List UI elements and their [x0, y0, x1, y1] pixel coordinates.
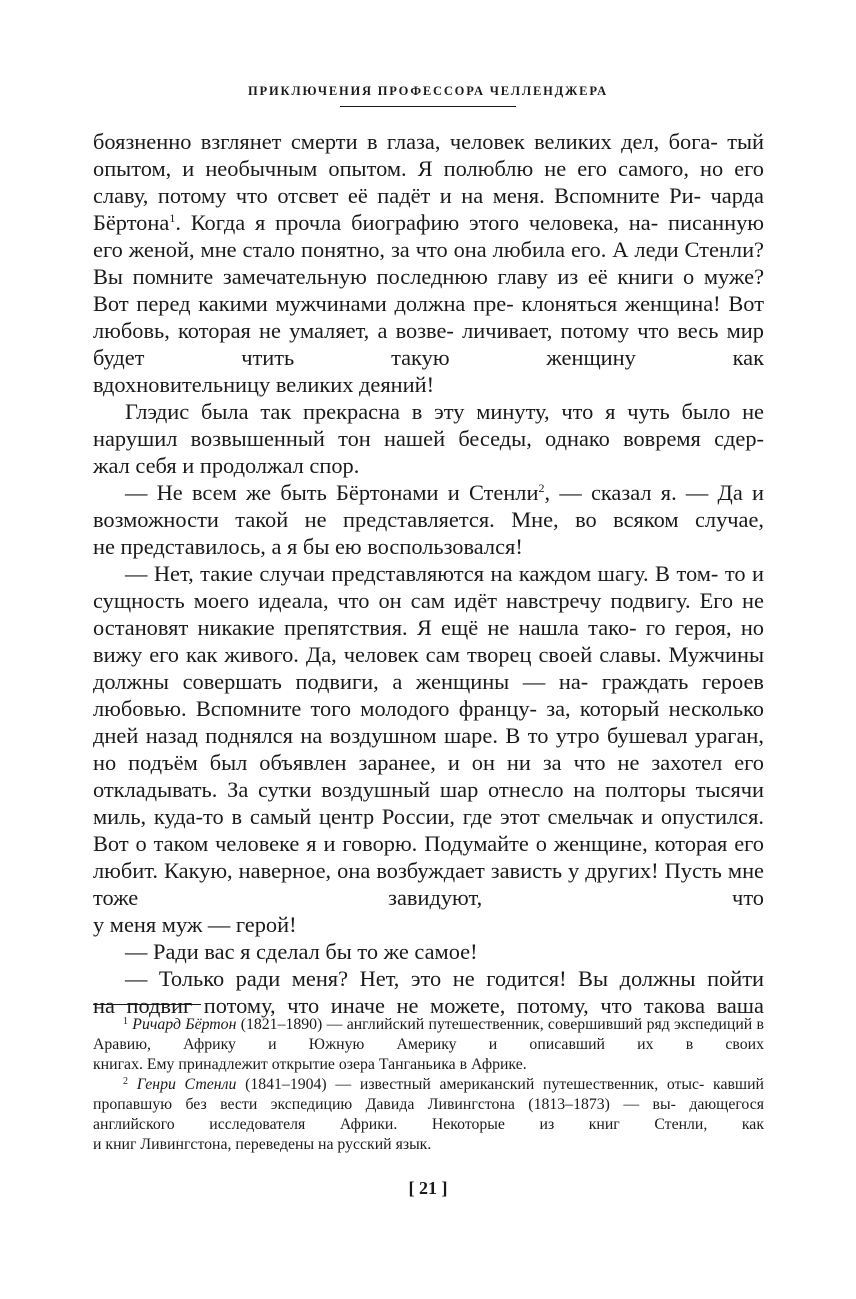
footnote-end: книгах. Ему принадлежит открытие озера Танганьика в Африке. — [93, 1056, 527, 1073]
running-title: ПРИКЛЮЧЕНИЯ ПРОФЕССОРА ЧЕЛЛЕНДЖЕРА — [248, 84, 608, 98]
dialogue-paragraph: — Не всем же быть Бёртонами и Стенли$^2$, — сказал я. — Да и возможности такой не представляется. Мне, во всяком случае, — [93, 480, 764, 532]
header-rule — [340, 106, 516, 107]
paragraph-end: вдохновительницу великих деяний! — [93, 372, 435, 397]
paragraph-continues: на подвиг потому, что иначе не можете, потому, что такова ваша — [93, 993, 764, 1018]
footnote-name: Ричард Бёртон — [132, 1016, 237, 1033]
paragraph-end: у меня муж — герой! — [93, 912, 297, 937]
footnote-end: и книг Ливингстона, переведены на русский язык. — [93, 1136, 432, 1153]
page-number: [ 21 ] — [408, 1178, 448, 1198]
footnote-rule — [93, 1004, 201, 1005]
footnote-mark: 2 — [123, 1076, 128, 1087]
paragraph-end: не представилось, а я бы ею воспользовался! — [93, 534, 523, 559]
dialogue-paragraph: — Только ради меня? Нет, это не годится! Вы должны пойти — [125, 966, 764, 991]
footnotes — [93, 1015, 764, 1155]
dialogue-line: — Ради вас я сделал бы то же самое! — [125, 939, 478, 964]
footnote-1: $^1$ Ричард Бёртон (1821–1890) — английский путешественник, совершивший ряд экспедиций в Аравию, Африку и Южную Америку и описавший их в своих — [93, 1016, 764, 1053]
footnote-name: Генри Стенли — [136, 1076, 237, 1093]
paragraph: боязненно взглянет смерти в глаза, человек великих дел, бога- тый опытом, и необычным опытом. Я полюблю не его самого, но его славу, потому что отсвет её падёт и на меня. Вспомните Ри- чарда Бёртона$^1$. Когда я прочла биографию этого человека, на- писанную его женой, мне стало понятно, за что она любила его. А леди Стенли? Вы помните замечательную последнюю главу из её книги о муже? Вот перед какими мужчинами должна пре- клоняться женщина! Вот любовь, которая не умаляет, а возве- личивает, потому что весь мир будет чтить такую женщину как — [93, 129, 765, 370]
paragraph: Глэдис была так прекрасна в эту минуту, что я чуть было не нарушил возвышенный тон нашей беседы, однако вовремя сдер- — [93, 399, 764, 451]
paragraph-end: жал себя и продолжал спор. — [93, 453, 360, 478]
footnote-mark: 1 — [123, 1016, 128, 1027]
main-text — [93, 128, 764, 1019]
footnote-ref-1: 1 — [169, 211, 176, 225]
footnote-ref-2: 2 — [538, 481, 545, 495]
footnote-2: $^2$ Генри Стенли (1841–1904) — известный американский путешественник, отыс- кавший пропавшую без вести экспедицию Давида Ливингстона (1813–1873) — вы- дающегося английского исследователя Африки. Некоторые из книг Стенли, как — [93, 1076, 765, 1133]
dialogue-paragraph: — Нет, такие случаи представляются на каждом шагу. В том- то и сущность моего идеала, что он сам идёт навстречу подвигу. Его не остановят никакие препятствия. Я ещё не нашла тако- го героя, но вижу его как живого. Да, человек сам творец своей славы. Мужчины должны совершать подвиги, а женщины — на- граждать героев любовью. Вспомните того молодого францу- за, который несколько дней назад поднялся на воздушном шаре. В то утро бушевал ураган, но подъём был объявлен заранее, и он ни за что не захотел его откладывать. За сутки воздушный шар отнесло на полторы тысячи миль, куда-то в самый центр России, где этот смельчак и опустился. Вот о таком человеке я и говорю. Подумайте о женщине, которая его любит. Какую, наверное, она возбуждает зависть у других! Пусть мне тоже завидуют, что — [93, 561, 764, 910]
